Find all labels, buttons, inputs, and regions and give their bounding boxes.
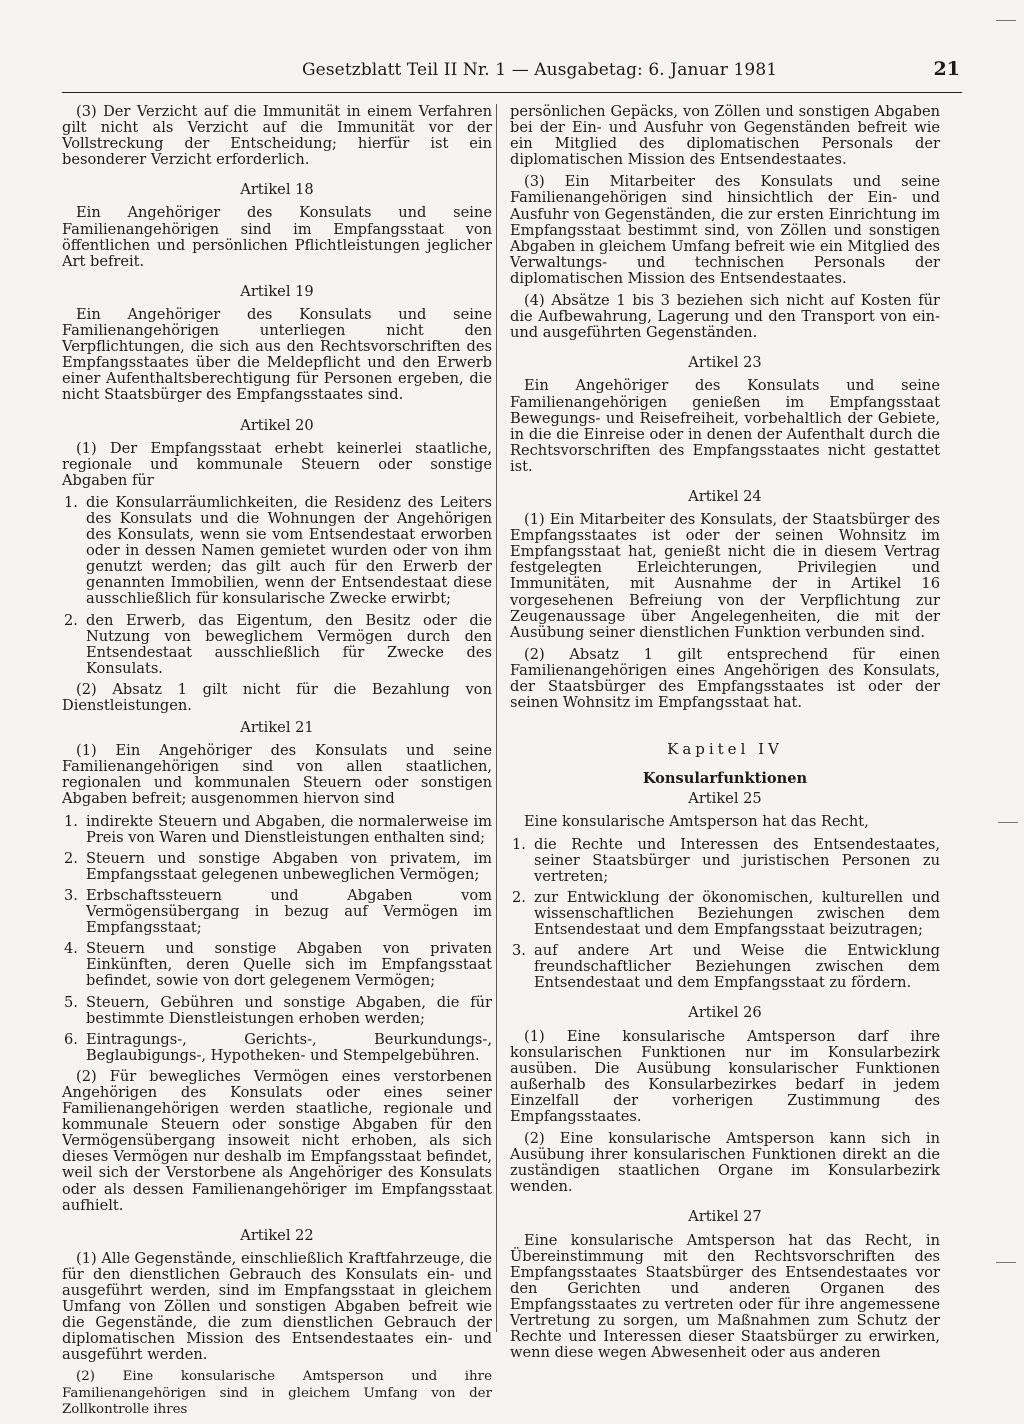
paragraph-a27: Eine konsularische Amtsperson hat das Recht, in Übereinstimmung mit den Rechtsvorschriften des Empfangsstaates Staatsbürger des Entsendestaates vor den Gerichten und anderen Organen des Empfangsstaates zu vertreten oder für ihre angemessene Vertretung zu sorgen, um Maßnahmen zum Schutz der Rechte und Interessen dieser Staatsbürger zu erwirken, wenn diese wegen Abwesenheit oder aus anderen: [510, 1231, 940, 1362]
heading-artikel-27: Artikel 27: [688, 1208, 762, 1226]
heading-artikel-26: Artikel 26: [688, 1004, 762, 1022]
list-item: 3. auf andere Art und Weise die Entwicklung freundschaftlicher Beziehungen zwischen dem Entsendestaat und dem Empfangsstaat zu fördern.: [512, 942, 940, 992]
margin-mark: [996, 20, 1016, 21]
paragraph-a21-2: (2) Für bewegliches Vermögen eines verstorbenen Angehörigen des Konsulats oder eines seiner Familienangehörigen werden staatliche, regionale und kommunale Steuern oder sonstige Abgaben für den Vermögensübergang insoweit nicht erhoben, als sich dieses Vermögen nur deshalb im Empfangsstaat befindet, weil sich der Verstorbene als Angehöriger des Konsulats oder als dessen Familienangehöriger im Empfangsstaat aufhielt.: [62, 1067, 492, 1214]
list-item: 3. Erbschaftssteuern und Abgaben vom Vermögensübergang in bezug auf Vermögen im Empfangsstaat;: [64, 886, 492, 937]
paragraph-a24-1: (1) Ein Mitarbeiter des Konsulats, der Staatsbürger des Empfangsstaates ist oder der seinen Wohnsitz im Empfangsstaat hat, genießt nicht die in diesem Vertrag festgelegten Erleichterungen, Privilegien und Immunitäten, mit Ausnahme der in Artikel 16 vorgesehenen Befreiung von der Verpflichtung zur Zeugenaussage über Angelegenheiten, die mit der Ausübung seiner dienstlichen Funktion verbunden sind.: [510, 511, 940, 641]
list-item: 4. Steuern und sonstige Abgaben von privaten Einkünften, deren Quelle sich im Empfangsstaat befindet, sowie von dort gelegenem Vermögen;: [64, 940, 492, 990]
list-item: 6. Eintragungs-, Gerichts-, Beurkundungs-, Beglaubigungs-, Hypotheken- und Stempelgebühren.: [64, 1030, 492, 1064]
heading-artikel-20: Artikel 20: [240, 416, 314, 434]
heading-artikel-23: Artikel 23: [688, 354, 762, 372]
heading-artikel-22: Artikel 22: [240, 1226, 314, 1244]
paragraph-a20-2: (2) Absatz 1 gilt nicht für die Bezahlung von Dienstleistungen.: [62, 680, 492, 714]
page-header: [62, 58, 962, 93]
paragraph-a22-2: (2) Eine konsularische Amtsperson und ihre Familienangehörigen sind in gleichem Umfang von der Zollkontrolle ihres: [62, 1369, 492, 1417]
heading-artikel-21: Artikel 21: [240, 719, 314, 737]
list-item: 2. den Erwerb, das Eigentum, den Besitz oder die Nutzung von beweglichem Vermögen durch den Entsendestaat ausschließlich für Zwecke des Konsulats.: [64, 611, 492, 677]
list-item: 2. zur Entwicklung der ökonomischen, kulturellen und wissenschaftlichen Beziehungen zwischen dem Entsendestaat und dem Empfangsstaat beizutragen;: [512, 888, 940, 939]
paragraph-a19: Ein Angehöriger des Konsulats und seine Familienangehörigen unterliegen nicht den Verpflichtungen, die sich aus den Rechtsvorschriften des Empfangsstaates über die Meldepflicht und den Erwerb einer Aufenthaltsberechtigung für Personen ergeben, die nicht Staatsbürger des Empfangsstaates sind.: [62, 305, 492, 404]
paragraph-a22-1: (1) Alle Gegenstände, einschließlich Kraftfahrzeuge, die für den dienstlichen Gebrauch des Konsulats ein- und ausgeführt werden, sind im Empfangsstaat in gleichem Umfang von Zöllen und sonstigen Abgaben befreit wie die Gegenstände, die zum dienstlichen Gebrauch der diplomatischen Mission des Entsendestaates ein- und ausgeführt werden.: [62, 1249, 492, 1364]
paragraph-a25: Eine konsularische Amtsperson hat das Recht,: [524, 813, 869, 831]
header-title: Gesetzblatt Teil II Nr. 1 — Ausgabetag: 6. Januar 1981: [302, 60, 778, 80]
list-item: 1. die Rechte und Interessen des Entsendestaates, seiner Staatsbürger und juristischen Personen zu vertreten;: [512, 835, 940, 885]
heading-artikel-19: Artikel 19: [240, 282, 314, 300]
right-column: [510, 104, 940, 1367]
paragraph-a17-3: (3) Der Verzicht auf die Immunität in einem Verfahren gilt nicht als Verzicht auf die Immunität vor der Vollstreckung der Entscheidung; hierfür ist ein besonderer Verzicht erforderlich.: [62, 103, 492, 169]
chapter-heading: Kapitel IV: [667, 740, 783, 759]
left-column: [62, 104, 492, 1424]
paragraph-a24-2: (2) Absatz 1 gilt entsprechend für einen Familienangehörigen eines Angehörigen des Konsulats, der Staatsbürger des Empfangsstaates ist oder der seinen Wohnsitz im Empfangsstaat hat.: [510, 645, 940, 712]
heading-artikel-24: Artikel 24: [688, 487, 762, 505]
paragraph-a21-1: (1) Ein Angehöriger des Konsulats und seine Familienangehörigen sind von allen staatlichen, regionalen und kommunalen Steuern oder sonstigen Abgaben befreit; ausgenommen hiervon sind: [62, 742, 492, 808]
paragraph-a22-4: (4) Absätze 1 bis 3 beziehen sich nicht auf Kosten für die Aufbewahrung, Lagerung und den Transport von ein- und ausgeführten Gegenständen.: [510, 292, 940, 342]
paragraph-a22-3: (3) Ein Mitarbeiter des Konsulats und seine Familienangehörigen sind hinsichtlich der Ein- und Ausfuhr von Gegenständen, die zur ersten Einrichtung im Empfangsstaat bestimmt sind, von Zöllen und sonstigen Abgaben in gleichem Umfang befreit wie ein Mitglied des Verwaltungs- und technischen Personals der diplomatischen Mission des Entsendestaates.: [510, 173, 940, 287]
margin-mark: [998, 822, 1018, 823]
paragraph-a23: Ein Angehöriger des Konsulats und seine Familienangehörigen genießen im Empfangsstaat Bewegungs- und Reisefreiheit, vorbehaltlich der Gebiete, in die die Einreise oder in denen der Aufenthalt durch die Rechtsvorschriften des Empfangsstaates nicht gestattet ist.: [510, 377, 940, 475]
paragraph-a18: Ein Angehöriger des Konsulats und seine Familienangehörigen sind im Empfangsstaat von öffentlichen und persönlichen Pflichtleistungen jeglicher Art befreit.: [62, 204, 492, 270]
paragraph-a26-2: (2) Eine konsularische Amtsperson kann sich in Ausübung ihrer konsularischen Funktionen direkt an die zuständigen staatlichen Organe im Konsularbezirk wenden.: [510, 1130, 940, 1196]
heading-artikel-18: Artikel 18: [240, 181, 314, 199]
list-item: 1. indirekte Steuern und Abgaben, die normalerweise im Preis von Waren und Dienstleistungen enthalten sind;: [64, 812, 492, 846]
list-item: 5. Steuern, Gebühren und sonstige Abgaben, die für bestimmte Dienstleistungen erhoben werden;: [64, 993, 492, 1027]
margin-mark: [996, 1262, 1016, 1263]
paragraph-a22-2-continued: persönlichen Gepäcks, von Zöllen und sonstigen Abgaben bei der Ein- und Ausfuhr von Gegenständen befreit wie ein Mitglied des diplomatischen Personals der diplomatischen Mission des Entsendestaates.: [510, 103, 940, 169]
chapter-title: Konsularfunktionen: [642, 770, 808, 788]
page-number: 21: [933, 58, 960, 80]
column-divider: [496, 104, 497, 1332]
paragraph-a20-1: (1) Der Empfangsstaat erhebt keinerlei staatliche, regionale und kommunale Steuern oder sonstige Abgaben für: [62, 439, 492, 489]
heading-artikel-25: Artikel 25: [688, 790, 762, 808]
list-item: 2. Steuern und sonstige Abgaben von privatem, im Empfangsstaat gelegenen unbeweglichen Vermögen;: [64, 849, 492, 883]
paragraph-a26-1: (1) Eine konsularische Amtsperson darf ihre konsularischen Funktionen nur im Konsularbezirk ausüben. Die Ausübung konsularischer Funktionen außerhalb des Konsularbezirkes bedarf in jedem Einzelfall der vorherigen Zustimmung des Empfangsstaates.: [510, 1027, 940, 1125]
list-item: 1. die Konsularräumlichkeiten, die Residenz des Leiters des Konsulats und die Wohnungen der Angehörigen des Konsulats, wenn sie vom Entsendestaat erworben oder in dessen Namen gemietet wurden oder von ihm genutzt werden; das gilt auch für den Erwerb der genannten Immobilien, wenn der Entsendestaat diese ausschließlich für konsularische Zwecke erwirbt;: [64, 493, 492, 608]
